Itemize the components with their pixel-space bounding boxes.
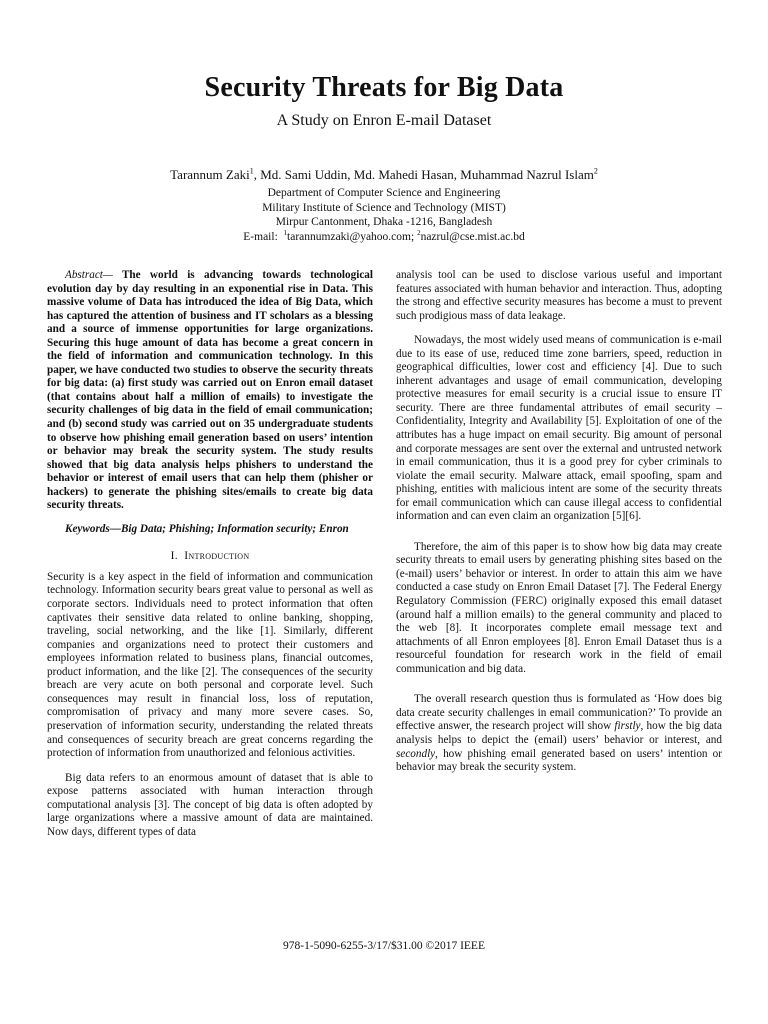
copyright-footer: 978-1-5090-6255-3/17/$31.00 ©2017 IEEE — [283, 940, 485, 952]
body-paragraph: Therefore, the aim of this paper is to show how big data may create security threats to email users by generating phishing sites based on the (e-mail) users’ behavior or interest. In order to attain this aim we have conducted a case study on Enron Email Dataset [7]. The Federal Energy Regulatory Commission (FERC) originally exposed this email dataset (around half a million emails) to the general community and placed to the web [8]. It incorporates complete email message text and attachments of all Enron employees [8]. Enron Email Dataset thus is a resourceful foundation for research work in the field of email communication and big data. — [396, 540, 722, 675]
emphasis: secondly — [396, 747, 436, 760]
body-paragraph: analysis tool can be used to disclose various useful and important features associated with human behavior and interaction. Thus, adopting the strong and effective security measures has become a must to prevent such prodigious mass of data leakage. — [396, 269, 722, 322]
department: Department of Computer Science and Engineering — [267, 187, 501, 199]
body-paragraph: Big data refers to an enormous amount of dataset that is able to expose patterns associated with human interaction through computational analysis [3]. The concept of big data is often adopted by large organizations where a massive amount of data are maintained. Now days, different types of data — [47, 771, 373, 838]
section-title: Introduction — [184, 550, 250, 563]
email-label: E-mail: — [243, 230, 284, 243]
email-address-1: tarannumzaki@yahoo.com; — [287, 230, 418, 243]
section-number: I. — [170, 550, 178, 563]
address: Mirpur Cantonment, Dhaka -1216, Bangladesh — [275, 216, 493, 228]
email-superscript: 1 — [283, 228, 288, 237]
author-superscript: 2 — [593, 166, 598, 176]
body-paragraph: Security is a key aspect in the field of information and communication technology. Information security bears great value to personal as well as corporate sectors. Individuals need to protect information that often captivates their sensitive data related to online banking, shopping, traveling, social networking, and the like [1]. Similarly, different companies and organizations need to protect their customers and employees information related to business plans, financial outcomes, product information, and the like [2]. The consequences of the security breach are very acute on both personal and corporate level. Such consequences may result in financial loss, loss of reputation, compromisation of privacy and many more severe cases. So, preservation of information security, understanding the related threats and consequences of security breach are great concerns regarding the protection of information from unauthorized and felonious activities. — [47, 570, 373, 760]
affiliation-block — [0, 186, 768, 244]
paper-subtitle: A Study on Enron E-mail Dataset — [276, 112, 492, 129]
author-superscript: 1 — [249, 166, 254, 176]
emphasis: firstly — [614, 720, 641, 733]
institute: Military Institute of Science and Technology (MIST) — [262, 201, 506, 214]
abstract-body: The world is advancing towards technological evolution day by day resulting in an exponential rise in Data. This massive volume of Data has introduced the idea of Big Data, which has captured the attention of business and IT scholars as a blessing and a source of immense opportunities for large organizations. Securing this huge amount of data has become a great concern in the field of information and communication technology. In this paper, we have conducted two studies to observe the security threats for big data: (a) first study was carried out on Enron email dataset (that contains about half a million of emails) to investigate the security challenges of big data in the field of email communication; and (b) second study was carried out on 35 undergraduate students to observe how phishing email generation based on users’ intention or behavior may break the security system. The study results showed that big data analysis helps phishers to understand the behavior or interest of email users that can help them (phisher or hackers) to generate the phishing sites/emails to create big data security threats. — [47, 269, 373, 512]
paper-title: Security Threats for Big Data — [204, 72, 564, 103]
keywords: Keywords—Big Data; Phishing; Information security; Enron — [65, 522, 349, 535]
author-list — [0, 167, 768, 183]
right-column — [396, 269, 722, 775]
abstract-lead: Abstract— — [65, 269, 113, 281]
body-paragraph — [396, 693, 722, 774]
body-paragraph: Nowadays, the most widely used means of communication is e-mail due to its ease of use, reduced time zone barriers, speed, reduction in geographical difficulties, lower cost and efficiency [4]. Due to such inherent advantages and usage of email communication, developing protective measures for email security is a crucial issue to ensure IT security. There are three fundamental attributes of email security – Confidentiality, Integrity and Availability [5]. Exploitation of one of the attributes has a huge impact on email security. Big amount of personal and corporate messages are sent over the external and untrusted network in email communication, thus it is a good prey for cyber criminals to violate the email security. Malware attack, email spoofing, spam and phishing, entities with malicious intent are some of the security threats for email communication which can cause illegal access to confidential information and can even claim an organization [5][6]. — [396, 334, 722, 523]
email-superscript: 2 — [417, 228, 421, 237]
left-column — [47, 269, 373, 839]
text-run: , how the big data analysis helps to depict the (email) users’ behavior or interest, and — [396, 720, 722, 746]
text-run: The overall research question thus is formulated as ‘How does big data create security challenges in email communication?’ To provide an effective answer, the research project will show — [396, 693, 722, 733]
email-address-2: nazrul@cse.mist.ac.bd — [420, 230, 525, 243]
section-heading — [47, 550, 373, 564]
abstract — [47, 269, 373, 513]
author-names: , Md. Sami Uddin, Md. Mahedi Hasan, Muhammad Nazrul Islam — [253, 167, 594, 182]
email-line — [0, 230, 768, 245]
author-name: Tarannum Zaki — [170, 167, 250, 182]
text-run: , how phishing email generated based on users’ intention or behavior may break the security system. — [396, 747, 722, 774]
